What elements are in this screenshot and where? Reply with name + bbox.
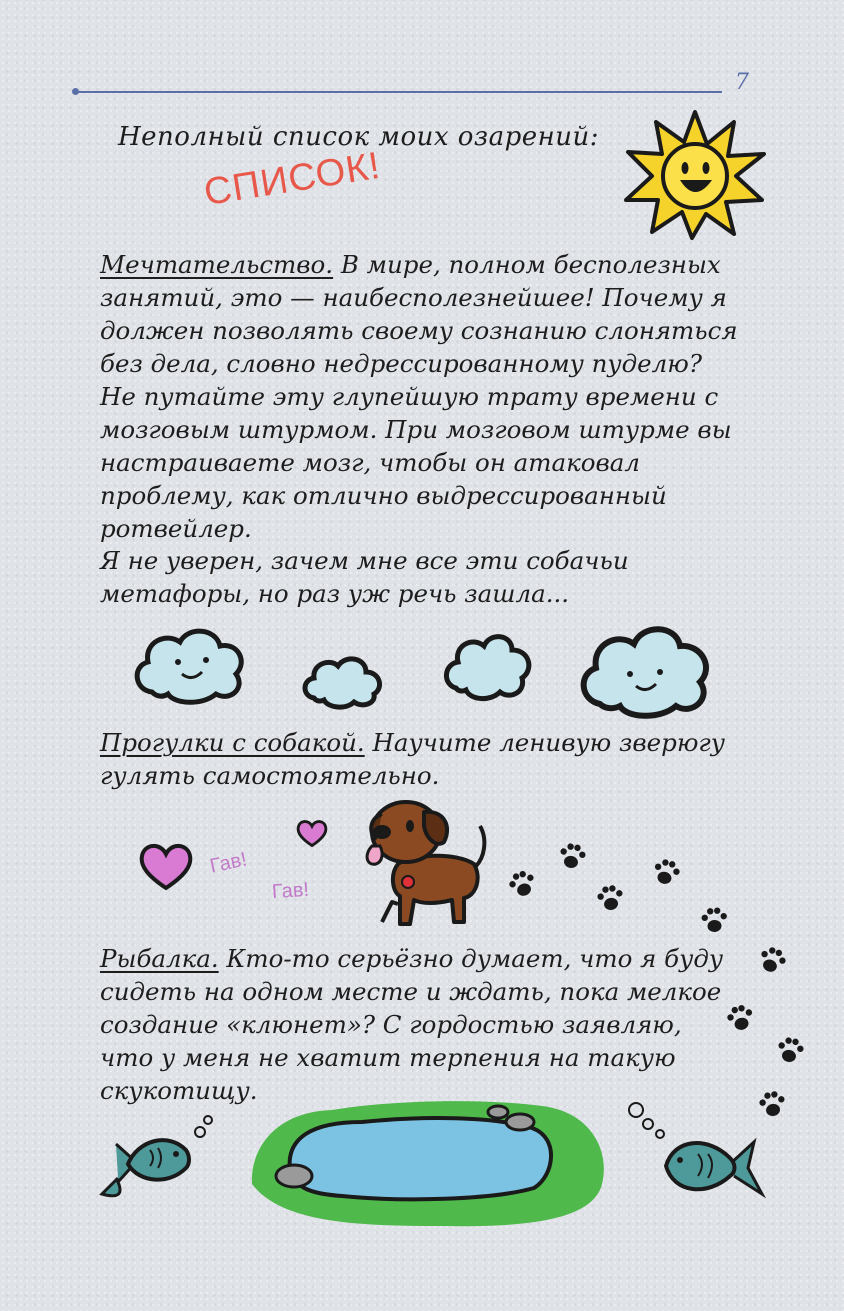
- entry-text: В мире, полном бесполезных занятий, это — наибесполезнейшее! Почему я должен позволять своему сознанию слоняться без дела, словно недрессированному пуделю? Не путайте эту глупейшую трату времени с мозговым штурмом. При мозговом штурме вы настраиваете мозг, чтобы он атаковал проблему, как отлично выдрессированный ротвейлер.: [100, 250, 738, 543]
- heart-icon: [138, 840, 194, 892]
- paw-print-icon: [756, 944, 788, 975]
- cloud-icon: [300, 652, 384, 710]
- paw-print-icon: [701, 907, 728, 933]
- woof-text: Гав!: [208, 848, 249, 878]
- entry-term: Рыбалка.: [100, 944, 219, 973]
- entry-fishing: [100, 942, 740, 1107]
- pond-icon: [242, 1092, 614, 1232]
- paw-print-icon: [506, 868, 538, 899]
- fish-icon: [98, 1110, 228, 1202]
- entry-text: Научите ленивую зверюгу гулять самостоятельно.: [100, 728, 726, 790]
- dog-icon: [352, 792, 492, 932]
- entry-term: Прогулки с собакой.: [100, 728, 365, 757]
- paw-print-icon: [651, 857, 682, 887]
- fish-icon: [626, 1098, 766, 1210]
- entry-daydreaming: [100, 248, 740, 545]
- cloud-icon: [130, 622, 250, 708]
- entry-text: Я не уверен, зачем мне все эти собачьи метафоры, но раз уж речь зашла...: [100, 546, 629, 608]
- page-number: 7: [735, 70, 749, 95]
- entry-term: Мечтательство.: [100, 250, 334, 279]
- list-stamp: СПИСОК!: [201, 144, 384, 215]
- paw-print-icon: [558, 842, 587, 870]
- entry-text: Кто-то серьёзно думает, что я буду сидеть на одном месте и ждать, пока мелкое создание «клюнет»? С гордостью заявляю, что у меня не хватит терпения на такую скукотищу.: [100, 944, 724, 1105]
- entry-dog-metaphors: [100, 544, 740, 610]
- paw-print-icon: [596, 884, 625, 912]
- header-rule: [74, 91, 722, 93]
- paw-print-icon: [776, 1036, 805, 1064]
- page-heading: Неполный список моих озарений:: [118, 122, 600, 152]
- cloud-icon: [576, 618, 716, 722]
- woof-text: Гав!: [271, 878, 310, 904]
- heart-icon: [296, 818, 328, 848]
- sun-icon: [622, 108, 768, 240]
- cloud-icon: [440, 628, 536, 704]
- entry-dog-walking: [100, 726, 740, 792]
